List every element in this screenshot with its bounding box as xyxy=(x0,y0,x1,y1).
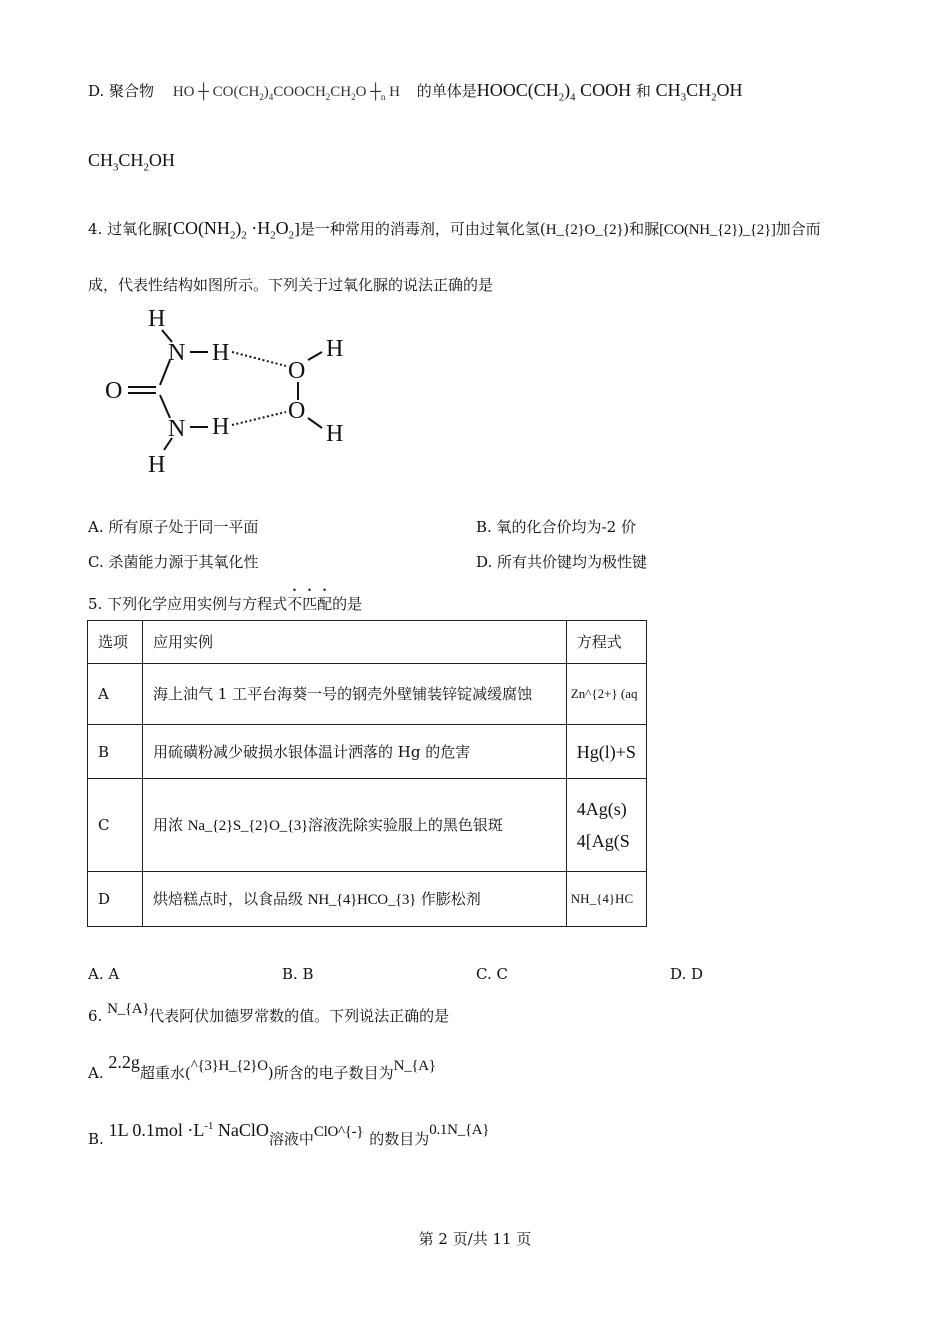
table-row xyxy=(88,779,647,872)
option-label: D. 聚合物 xyxy=(88,82,155,100)
header-example: 应用实例 xyxy=(143,621,567,664)
atom-o: O xyxy=(105,378,123,404)
urea-peroxide-structure xyxy=(90,300,370,480)
table-row xyxy=(88,872,647,927)
formula-clo: ClO^{-} xyxy=(313,1124,364,1140)
formula: $CO(NH_2)_2 \cdot H_2O_2$ xyxy=(172,218,295,242)
formula-0-1na: 0.1N_{A} xyxy=(429,1122,490,1138)
atom-h: H xyxy=(326,336,344,362)
q5-table xyxy=(87,620,647,927)
text: )和脲 xyxy=(623,220,660,238)
formula-nh4hco3: NH_{4}HCO_{3} xyxy=(307,891,417,908)
emphasized-text: 不匹配 xyxy=(287,595,333,613)
formula-na2s2o3: Na_{2}S_{2}O_{3} xyxy=(187,817,308,834)
cell-option: C xyxy=(88,779,143,872)
text: 用浓 xyxy=(153,815,188,834)
q6-stem xyxy=(88,1001,450,1026)
equation-line: 4Ag(s) xyxy=(576,799,627,819)
equation-line: 4[Ag(S xyxy=(576,831,630,851)
text: 溶液洗除实验服上的黑色银斑 xyxy=(307,815,503,834)
formula-superheavy-water: ^{3}H_{2}O xyxy=(190,1058,268,1074)
text: 溶液中 xyxy=(268,1130,314,1148)
monomer-formula: $CH_3CH_2OH$ xyxy=(88,150,175,174)
text: 超重水( xyxy=(139,1064,191,1082)
atom-n: N xyxy=(168,416,186,442)
cell-option: A xyxy=(88,664,143,725)
atom-h: H xyxy=(148,452,166,478)
cell-option: B xyxy=(88,725,143,779)
cell-equation: NH_{4}HC xyxy=(566,872,646,927)
text: 和 xyxy=(635,82,651,100)
q5-option-c: C. C xyxy=(476,965,508,983)
atom-h: H xyxy=(148,306,166,332)
text: 6. xyxy=(88,1007,108,1025)
q4-stem xyxy=(88,218,821,242)
formula-h2o2: H_{2}O_{2} xyxy=(545,222,624,238)
text: 作膨松剂 xyxy=(416,889,481,908)
cell-example: 海上油气 1 工平台海葵一号的钢壳外壁铺装锌锭减缓腐蚀 xyxy=(143,664,567,725)
cell-equation: Hg(l)+S xyxy=(566,725,646,779)
q5-option-a: A. A xyxy=(88,965,120,983)
atom-h: H xyxy=(212,414,230,440)
text: )所含的电子数目为 xyxy=(267,1064,394,1082)
table-header-row xyxy=(88,621,647,664)
cell-example xyxy=(143,779,567,872)
q5-stem xyxy=(88,586,362,614)
q5-option-b: B. B xyxy=(282,965,314,983)
header-option: 选项 xyxy=(88,621,143,664)
atom-h: H xyxy=(326,421,344,447)
cell-equation xyxy=(566,779,646,872)
q3-option-d xyxy=(88,80,743,104)
text: 5. 下列化学应用实例与方程式 xyxy=(88,595,288,613)
formula: 1L $0.1mol \cdot L^{-1}$ NaClO xyxy=(108,1120,269,1140)
table-row xyxy=(88,664,647,725)
q4-option-c: C. 杀菌能力源于其氧化性 xyxy=(88,553,259,571)
monomer-formula: $CH_3CH_2OH$ xyxy=(655,80,743,104)
cell-equation: Zn^{2+} (aq xyxy=(566,664,646,725)
atom-o: O xyxy=(288,358,306,384)
q4-option-a: A. 所有原子处于同一平面 xyxy=(88,518,259,536)
formula-urea: [CO(NH_{2})_{2}] xyxy=(659,222,776,238)
atom-o: O xyxy=(288,398,306,424)
text: 烘焙糕点时，以食品级 xyxy=(153,889,308,908)
q5-option-d: D. D xyxy=(670,965,704,983)
q4-stem-line2: 成，代表性结构如图所示。下列关于过氧化脲的说法正确的是 xyxy=(88,276,494,294)
formula-na: N_{A} xyxy=(393,1058,436,1074)
page-footer: 第 2 页/共 11 页 xyxy=(418,1230,532,1248)
text: 的单体是 xyxy=(416,82,477,100)
q4-option-d: D. 所有共价键均为极性键 xyxy=(476,553,648,571)
monomer-formula: $HOOC(CH_2)_4$ COOH xyxy=(476,80,632,104)
text: 加合而 xyxy=(775,220,821,238)
q6-option-b xyxy=(88,1120,490,1149)
header-equation: 方程式 xyxy=(566,621,646,664)
text: 代表阿伏加德罗常数的值。下列说法正确的是 xyxy=(149,1007,450,1025)
cell-example xyxy=(143,872,567,927)
cell-option: D xyxy=(88,872,143,927)
text: B. xyxy=(88,1130,109,1148)
text: 4. 过氧化脲[ xyxy=(88,220,173,238)
polymer-formula: HO ┼ $CO(CH_2)_4COOCH_2CH_2O$ $┼_n$ H xyxy=(172,84,400,102)
formula: 2.2g xyxy=(108,1052,140,1072)
q6-option-a xyxy=(88,1052,436,1083)
text: A. xyxy=(88,1064,109,1082)
atom-h: H xyxy=(212,340,230,366)
q4-option-b: B. 氧的化合价均为-2 价 xyxy=(476,518,636,536)
text: ]是一种常用的消毒剂，可由过氧化氢( xyxy=(294,220,546,238)
cell-example: 用硫磺粉减少破损水银体温计洒落的 Hg 的危害 xyxy=(143,725,567,779)
text: 的数目为 xyxy=(369,1130,430,1148)
formula-na: N_{A} xyxy=(107,1001,150,1017)
text: 的是 xyxy=(332,595,363,613)
table-row xyxy=(88,725,647,779)
atom-n: N xyxy=(168,340,186,366)
